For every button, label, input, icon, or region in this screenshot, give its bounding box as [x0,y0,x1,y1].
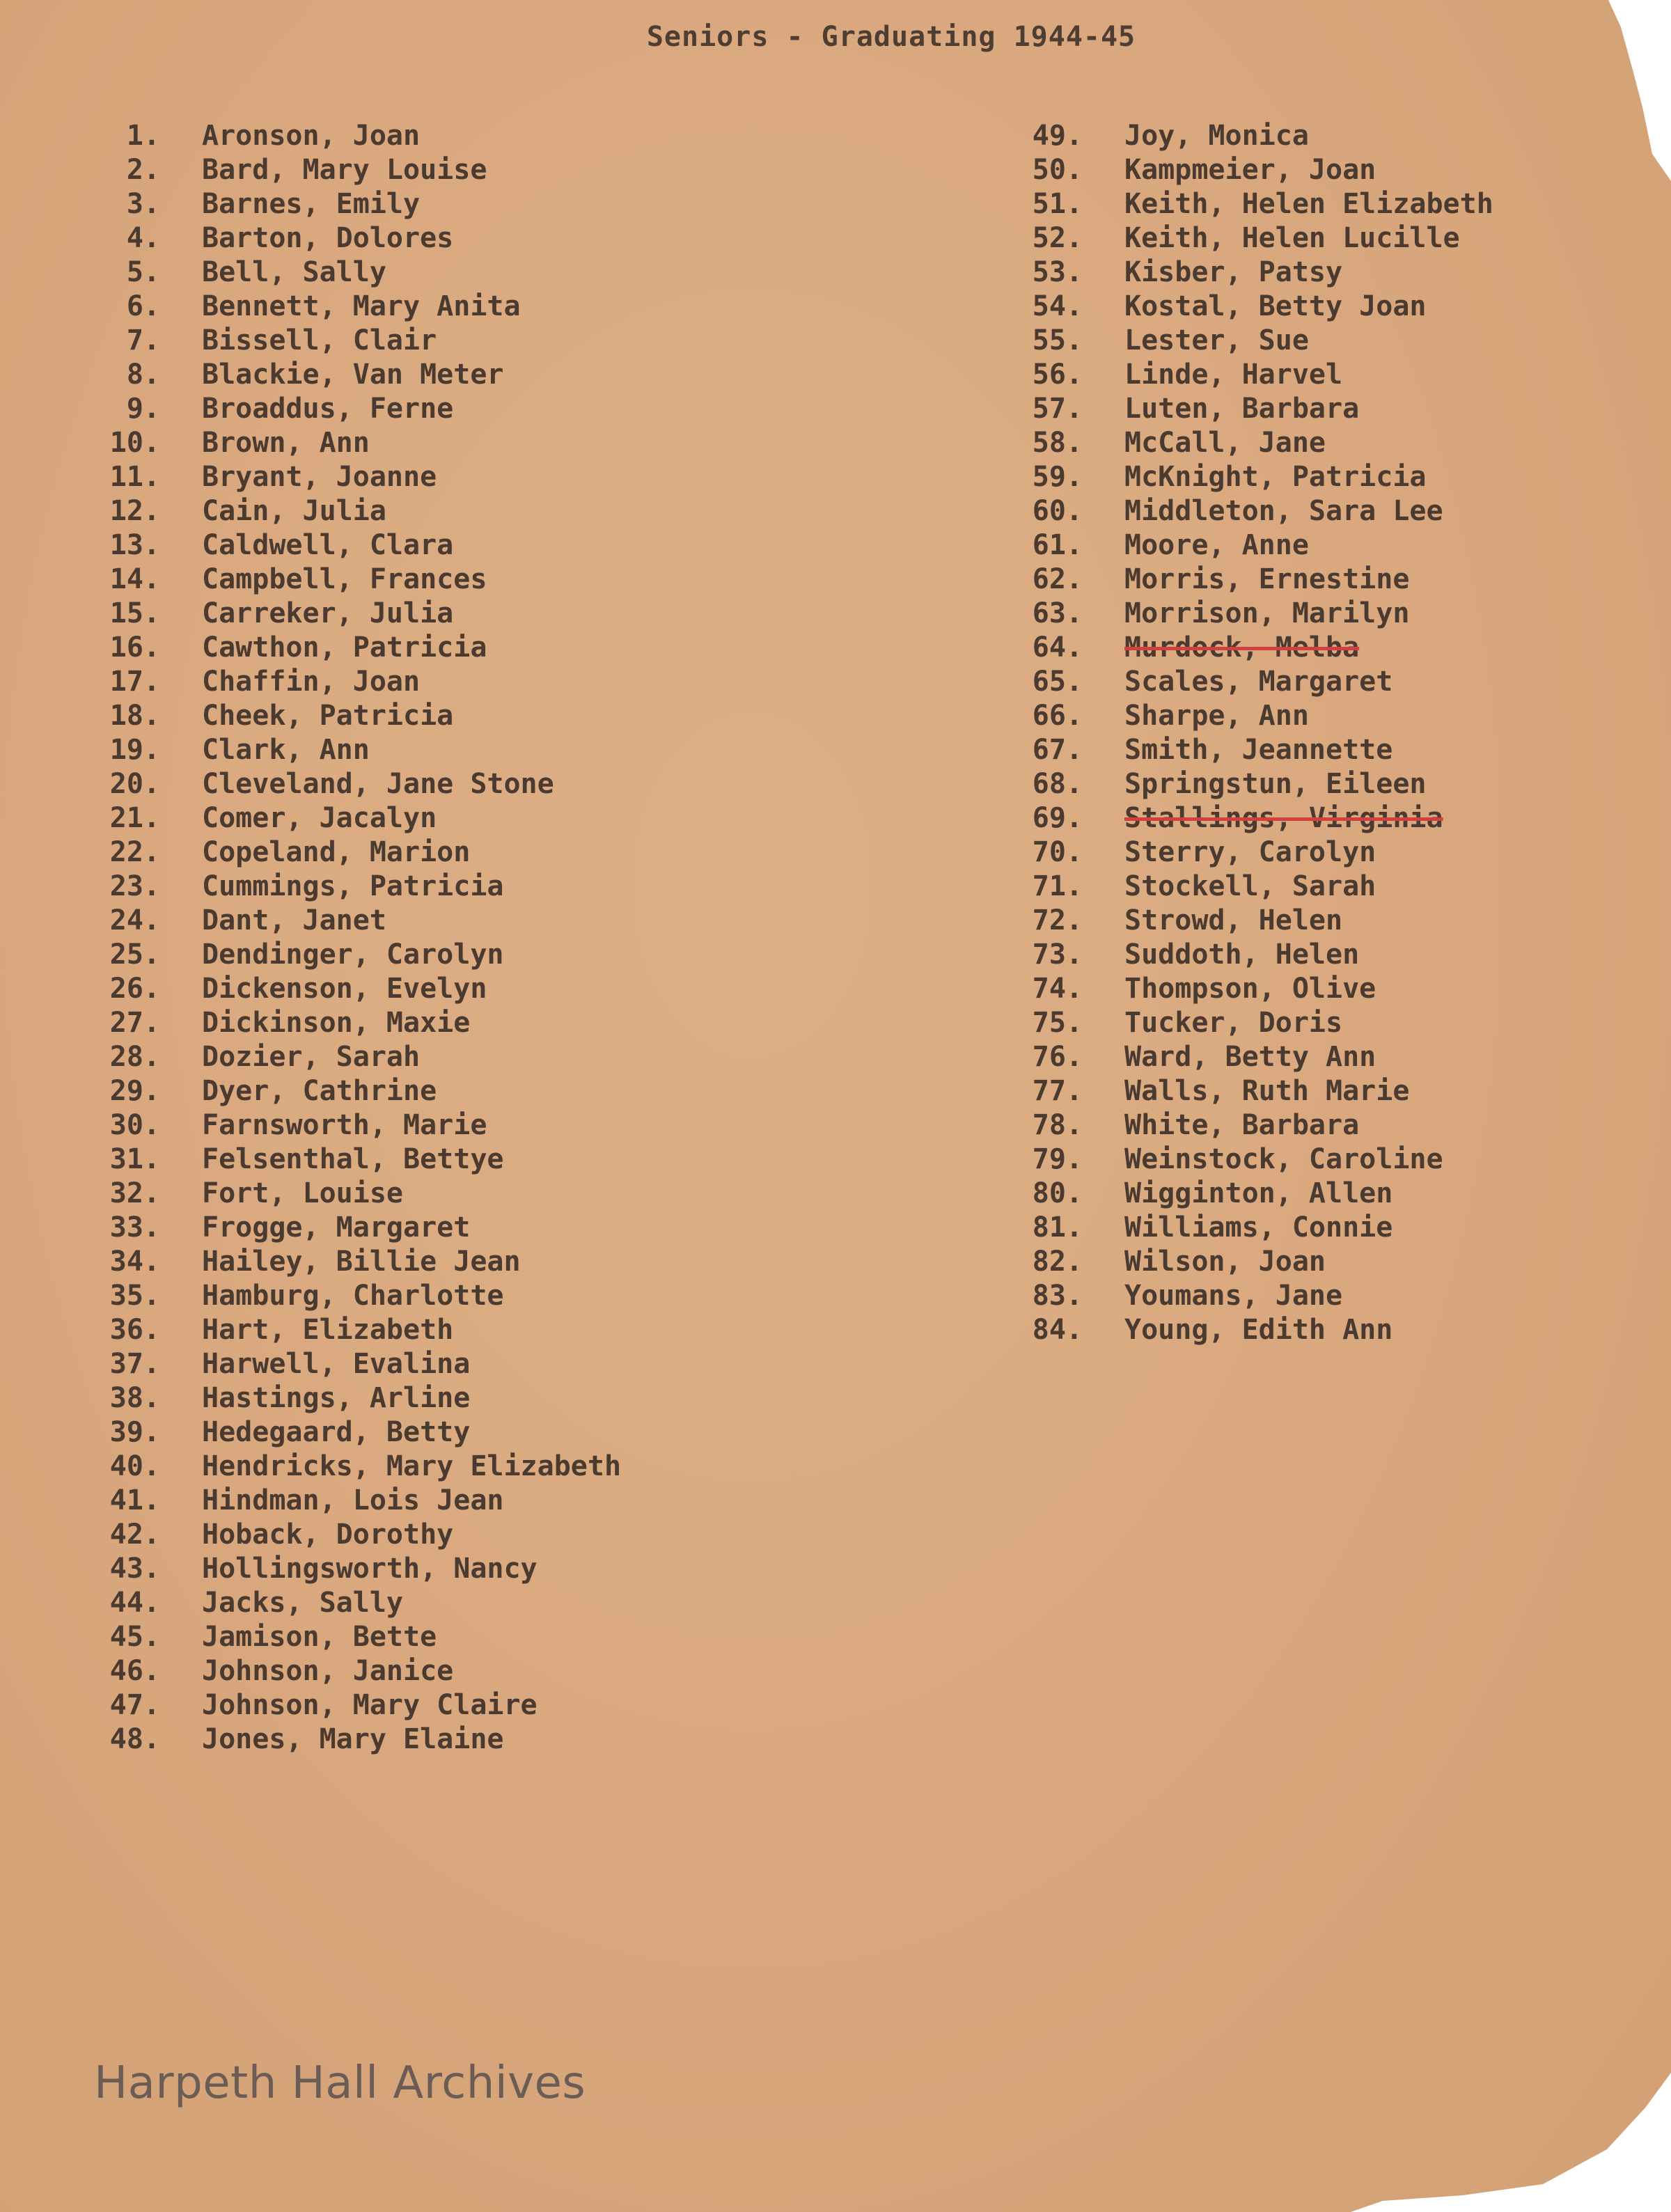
list-item [91,768,621,802]
list-item-name: Harwell, Evalina [202,1348,471,1380]
list-item [91,700,621,734]
list-item [1013,1280,1493,1314]
list-item [1013,1007,1493,1041]
list-item [1013,597,1493,632]
list-item-name: Linde, Harvel [1124,359,1343,391]
list-item-name: Cain, Julia [202,495,386,527]
list-item [1013,427,1493,461]
list-item-name: Aronson, Joan [202,120,421,152]
list-item [1013,393,1493,427]
list-item-name: Hailey, Billie Jean [202,1246,521,1278]
left-name-column [91,120,621,1757]
list-item-number: 9. [126,393,160,425]
list-item-number: 67. [1032,734,1083,766]
list-item-number: 21. [109,802,160,834]
list-item [91,256,621,290]
list-item [91,870,621,904]
list-item-name: Comer, Jacalyn [202,802,437,834]
list-item-name: Johnson, Janice [202,1655,454,1687]
list-item-name: Williams, Connie [1124,1211,1393,1244]
list-item [91,1587,621,1621]
list-item [91,1177,621,1211]
list-item-number: 82. [1032,1246,1083,1278]
list-item-name: Clark, Ann [202,734,370,766]
list-item-name: Caldwell, Clara [202,529,454,561]
list-item-number: 19. [109,734,160,766]
list-item [1013,768,1493,802]
list-item [91,495,621,529]
list-item [91,1553,621,1587]
list-item [1013,290,1493,324]
list-item [91,120,621,154]
right-name-column [1013,120,1493,1348]
list-item-name: Strowd, Helen [1124,904,1343,936]
list-item [1013,324,1493,359]
list-item [1013,495,1493,529]
list-item-number: 4. [126,222,160,254]
list-item-number: 55. [1032,324,1083,356]
list-item [1013,904,1493,939]
list-item [1013,836,1493,870]
list-item [91,324,621,359]
list-item [91,597,621,632]
list-item [91,1143,621,1177]
list-item-number: 75. [1032,1007,1083,1039]
list-item-number: 76. [1032,1041,1083,1073]
list-item-number: 13. [109,529,160,561]
list-item [91,734,621,768]
list-item-number: 44. [109,1587,160,1619]
list-item [91,1246,621,1280]
list-item-number: 72. [1032,904,1083,936]
list-item-name: Hollingsworth, Nancy [202,1553,538,1585]
list-item-number: 57. [1032,393,1083,425]
list-item-name: Cummings, Patricia [202,870,504,902]
list-item-name: Youmans, Jane [1124,1280,1343,1312]
list-item [91,1416,621,1450]
list-item-number: 11. [109,461,160,493]
list-item-number: 3. [126,188,160,220]
list-item-number: 60. [1032,495,1083,527]
list-item-number: 43. [109,1553,160,1585]
list-item [91,1723,621,1757]
list-item-number: 56. [1032,359,1083,391]
list-item-name: Hendricks, Mary Elizabeth [202,1450,622,1482]
list-item-number: 18. [109,700,160,732]
list-item [91,1041,621,1075]
list-item [1013,1109,1493,1143]
list-item-name: Hastings, Arline [202,1382,471,1414]
list-item-number: 26. [109,973,160,1005]
list-item [1013,666,1493,700]
list-item-name: Young, Edith Ann [1124,1314,1393,1346]
list-item-number: 6. [126,290,160,322]
list-item-number: 1. [126,120,160,152]
list-item-name-struck: Murdock, Melba [1124,632,1360,664]
list-item [1013,222,1493,256]
list-item [91,1280,621,1314]
list-item-number: 36. [109,1314,160,1346]
list-item [91,1109,621,1143]
list-item-number: 32. [109,1177,160,1209]
list-item-name: Dyer, Cathrine [202,1075,437,1107]
list-item [91,359,621,393]
list-item-name: Barton, Dolores [202,222,454,254]
list-item-name: Morrison, Marilyn [1124,597,1410,629]
list-item-number: 25. [109,939,160,971]
list-item-number: 58. [1032,427,1083,459]
list-item-number: 30. [109,1109,160,1141]
list-item-number: 29. [109,1075,160,1107]
list-item-name: Jamison, Bette [202,1621,437,1653]
list-item-number: 31. [109,1143,160,1175]
list-item-number: 69. [1032,802,1083,834]
list-item [1013,1314,1493,1348]
list-item-name: Kostal, Betty Joan [1124,290,1427,322]
list-item-name: Cleveland, Jane Stone [202,768,554,800]
list-item-name-struck: Stallings, Virginia [1124,802,1443,834]
list-item-name: Middleton, Sara Lee [1124,495,1443,527]
list-item-number: 81. [1032,1211,1083,1244]
list-item-number: 12. [109,495,160,527]
torn-edge-bottom [1351,2073,1671,2212]
list-item-number: 33. [109,1211,160,1244]
list-item-number: 61. [1032,529,1083,561]
list-item-number: 49. [1032,120,1083,152]
list-item-number: 40. [109,1450,160,1482]
list-item-name: Frogge, Margaret [202,1211,471,1244]
list-item-name: Thompson, Olive [1124,973,1376,1005]
list-item-number: 2. [126,154,160,186]
list-item [91,973,621,1007]
list-item-name: Barnes, Emily [202,188,421,220]
list-item-number: 62. [1032,563,1083,595]
list-item-name: Kisber, Patsy [1124,256,1343,288]
list-item-name: Dendinger, Carolyn [202,939,504,971]
list-item-name: Keith, Helen Elizabeth [1124,188,1493,220]
list-item [1013,1246,1493,1280]
list-item-name: Weinstock, Caroline [1124,1143,1443,1175]
list-item-name: Chaffin, Joan [202,666,421,698]
list-item [1013,188,1493,222]
list-item-name: Bard, Mary Louise [202,154,487,186]
list-item [1013,632,1493,666]
list-item [1013,1211,1493,1246]
list-item [91,393,621,427]
list-item-name: Ward, Betty Ann [1124,1041,1376,1073]
list-item [91,632,621,666]
list-item-name: Felsenthal, Bettye [202,1143,504,1175]
list-item-name: Luten, Barbara [1124,393,1360,425]
list-item [1013,563,1493,597]
list-item-name: Joy, Monica [1124,120,1309,152]
list-item [1013,359,1493,393]
list-item [91,1007,621,1041]
list-item [91,1314,621,1348]
list-item-number: 16. [109,632,160,664]
document-title: Seniors - Graduating 1944-45 [646,21,1136,53]
list-item-number: 23. [109,870,160,902]
list-item [1013,461,1493,495]
list-item-number: 83. [1032,1280,1083,1312]
list-item-name: Morris, Ernestine [1124,563,1410,595]
list-item-name: Dickinson, Maxie [202,1007,471,1039]
list-item [91,154,621,188]
list-item-number: 35. [109,1280,160,1312]
list-item-name: Brown, Ann [202,427,370,459]
list-item-name: Cheek, Patricia [202,700,454,732]
list-item-number: 65. [1032,666,1083,698]
list-item-name: Carreker, Julia [202,597,454,629]
list-item-name: Hindman, Lois Jean [202,1484,504,1516]
list-item-number: 54. [1032,290,1083,322]
list-item-name: Bryant, Joanne [202,461,437,493]
list-item-number: 42. [109,1519,160,1551]
list-item-number: 78. [1032,1109,1083,1141]
list-item-number: 64. [1032,632,1083,664]
list-item-name: Walls, Ruth Marie [1124,1075,1410,1107]
list-item-number: 59. [1032,461,1083,493]
list-item [91,222,621,256]
list-item-number: 84. [1032,1314,1083,1346]
list-item [1013,1075,1493,1109]
list-item [91,1655,621,1689]
list-item [91,427,621,461]
list-item [91,1519,621,1553]
list-item-name: Scales, Margaret [1124,666,1393,698]
list-item-number: 15. [109,597,160,629]
list-item-name: Sterry, Carolyn [1124,836,1376,868]
list-item [1013,939,1493,973]
list-item-name: Hamburg, Charlotte [202,1280,504,1312]
list-item-name: Suddoth, Helen [1124,939,1360,971]
list-item-name: Hart, Elizabeth [202,1314,454,1346]
list-item [91,904,621,939]
list-item-number: 7. [126,324,160,356]
list-item-number: 46. [109,1655,160,1687]
list-item-number: 74. [1032,973,1083,1005]
list-item [91,1348,621,1382]
list-item-name: Wilson, Joan [1124,1246,1326,1278]
list-item-name: Bell, Sally [202,256,386,288]
archive-watermark: Harpeth Hall Archives [94,2057,586,2109]
list-item [1013,1041,1493,1075]
list-item [1013,154,1493,188]
list-item-number: 27. [109,1007,160,1039]
list-item [1013,1143,1493,1177]
list-item-number: 48. [109,1723,160,1755]
list-item-number: 28. [109,1041,160,1073]
list-item-name: Stockell, Sarah [1124,870,1376,902]
list-item [91,1075,621,1109]
list-item [91,1211,621,1246]
list-item-number: 5. [126,256,160,288]
list-item [91,461,621,495]
list-item-name: Kampmeier, Joan [1124,154,1376,186]
list-item [1013,973,1493,1007]
list-item-name: Copeland, Marion [202,836,471,868]
list-item-number: 70. [1032,836,1083,868]
list-item-number: 39. [109,1416,160,1448]
list-item-name: Campbell, Frances [202,563,487,595]
list-item-number: 17. [109,666,160,698]
list-item [1013,529,1493,563]
list-item [91,1689,621,1723]
list-item-number: 10. [109,427,160,459]
list-item-number: 68. [1032,768,1083,800]
list-item-name: Jones, Mary Elaine [202,1723,504,1755]
list-item-name: Lester, Sue [1124,324,1309,356]
list-item [91,1450,621,1484]
list-item-number: 80. [1032,1177,1083,1209]
list-item [91,563,621,597]
list-item-number: 73. [1032,939,1083,971]
list-item-name: Bennett, Mary Anita [202,290,521,322]
list-item-name: Fort, Louise [202,1177,403,1209]
list-item [1013,256,1493,290]
list-item-name: Blackie, Van Meter [202,359,504,391]
list-item-number: 71. [1032,870,1083,902]
list-item-number: 34. [109,1246,160,1278]
list-item-name: Hedegaard, Betty [202,1416,471,1448]
list-item-number: 8. [126,359,160,391]
list-item-name: Hoback, Dorothy [202,1519,454,1551]
list-item-name: Springstun, Eileen [1124,768,1427,800]
list-item [1013,802,1493,836]
list-item-number: 20. [109,768,160,800]
list-item-name: Dant, Janet [202,904,386,936]
list-item [91,1382,621,1416]
list-item [91,188,621,222]
list-item-name: Cawthon, Patricia [202,632,487,664]
list-item-name: Tucker, Doris [1124,1007,1343,1039]
list-item-number: 38. [109,1382,160,1414]
list-item-name: Dozier, Sarah [202,1041,421,1073]
list-item [91,666,621,700]
list-item-number: 50. [1032,154,1083,186]
list-item [91,1621,621,1655]
list-item-number: 79. [1032,1143,1083,1175]
list-item-number: 14. [109,563,160,595]
list-item-number: 63. [1032,597,1083,629]
list-item-name: White, Barbara [1124,1109,1360,1141]
list-item-name: Keith, Helen Lucille [1124,222,1460,254]
list-item [91,802,621,836]
list-item-number: 53. [1032,256,1083,288]
list-item [1013,120,1493,154]
list-item-name: Wigginton, Allen [1124,1177,1393,1209]
list-item [91,836,621,870]
list-item-number: 24. [109,904,160,936]
list-item-name: Broaddus, Ferne [202,393,454,425]
list-item-number: 37. [109,1348,160,1380]
list-item [1013,870,1493,904]
list-item-name: McKnight, Patricia [1124,461,1427,493]
list-item [91,290,621,324]
list-item [91,529,621,563]
list-item-name: Jacks, Sally [202,1587,403,1619]
list-item [1013,734,1493,768]
list-item-name: Farnsworth, Marie [202,1109,487,1141]
list-item-name: Moore, Anne [1124,529,1309,561]
list-item-name: Johnson, Mary Claire [202,1689,538,1721]
list-item-name: Smith, Jeannette [1124,734,1393,766]
list-item [91,1484,621,1519]
list-item-number: 22. [109,836,160,868]
list-item-number: 52. [1032,222,1083,254]
list-item [91,939,621,973]
list-item-name: McCall, Jane [1124,427,1326,459]
list-item-number: 45. [109,1621,160,1653]
list-item-name: Bissell, Clair [202,324,437,356]
list-item-number: 66. [1032,700,1083,732]
list-item [1013,700,1493,734]
list-item-number: 47. [109,1689,160,1721]
list-item-number: 51. [1032,188,1083,220]
list-item-name: Sharpe, Ann [1124,700,1309,732]
list-item [1013,1177,1493,1211]
list-item-number: 77. [1032,1075,1083,1107]
list-item-name: Dickenson, Evelyn [202,973,487,1005]
list-item-number: 41. [109,1484,160,1516]
